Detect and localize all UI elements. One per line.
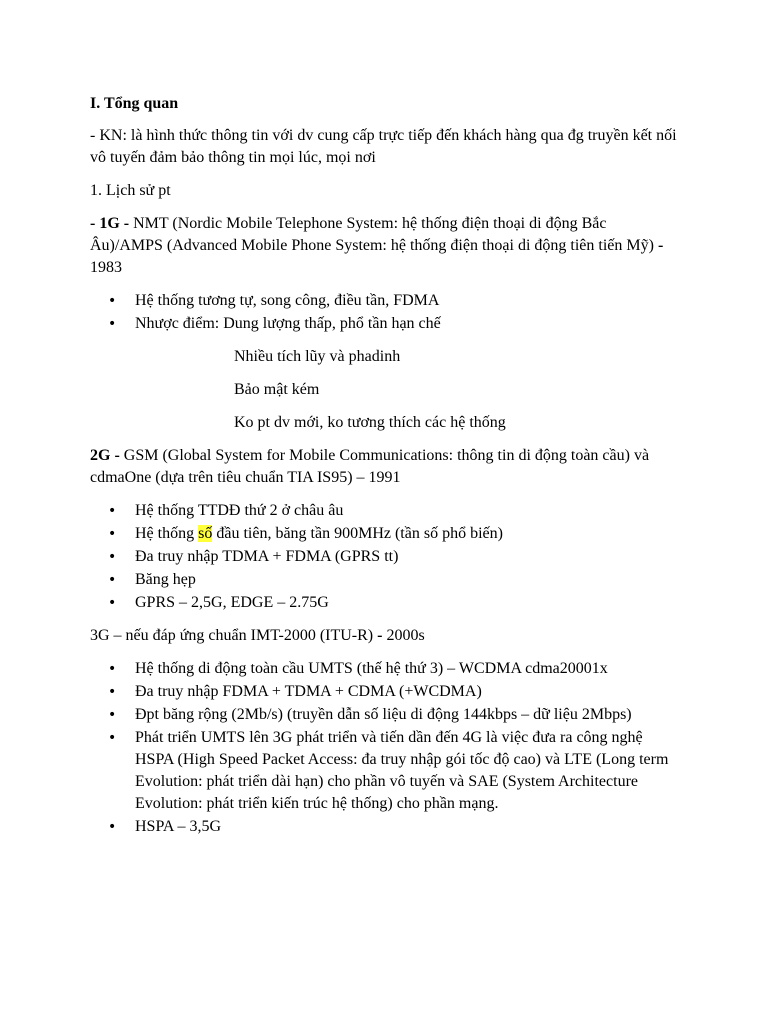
list-item: • Hệ thống tương tự, song công, điều tần, FDMA	[90, 290, 680, 312]
2g-paragraph	[90, 445, 680, 489]
list-item-text: Hệ thống	[135, 525, 199, 542]
1g-paragraph	[90, 213, 680, 279]
history-title: 1. Lịch sử pt	[90, 182, 171, 199]
3g-lead: 3G – nếu đáp ứng chuẩn IMT-2000 (ITU-R)	[90, 627, 374, 644]
2g-lead: 2G -	[90, 447, 120, 464]
3g-bullet-list	[90, 658, 680, 838]
definition-text: KN: là hình thức thông tin với dv cung cấp trực tiếp đến khách hàng qua đg truyền kết nối vô tuyến đảm bảo thông tin mọi lúc, mọi nơi	[90, 127, 677, 166]
1g-text: NMT (Nordic Mobile Telephone System: hệ thống điện thoại di động Bắc Âu)/AMPS (Advanced Mobile Phone System: hệ thống điện thoại di động tiên tiến Mỹ)	[90, 215, 654, 254]
section-heading: I. Tổng quan	[90, 95, 179, 112]
list-item: • Nhược điểm: Dung lượng thấp, phổ tần hạn chế	[90, 313, 680, 335]
definition-paragraph	[90, 125, 680, 169]
document-body	[90, 93, 680, 849]
1g-year: 1983	[90, 259, 122, 276]
list-item: • Phát triển UMTS lên 3G phát triển và tiến dần đến 4G là việc đưa ra công nghệ HSPA (High Speed Packet Access: đa truy nhập gói tốc độ cao) và LTE (Long term Evolution: phát triển dài hạn) cho phần vô tuyến và SAE (System Architecture Evolution: phát triển kiến trúc hệ thống) cho phần mạng.	[90, 727, 680, 815]
highlighted-text: số	[198, 525, 213, 542]
list-item: • Đpt băng rộng (2Mb/s) (truyền dẫn số liệu di động 144kbps – dữ liệu 2Mbps)	[90, 704, 680, 726]
1g-drawback-line: Ko pt dv mới, ko tương thích các hệ thống	[234, 414, 506, 431]
definition-prefix: -	[90, 127, 100, 144]
3g-year: 2000s	[382, 627, 425, 644]
2g-text: GSM (Global System for Mobile Communications: thông tin di động toàn cầu) và cdmaOne (dựa trên tiêu chuẩn TIA IS95) – 1991	[90, 447, 650, 486]
1g-drawback-line: Nhiều tích lũy và phadinh	[234, 348, 401, 365]
list-item: • HSPA – 3,5G	[90, 816, 680, 838]
1g-bullet-list	[90, 290, 680, 335]
list-item: • Hệ thống di động toàn cầu UMTS (thế hệ thứ 3) – WCDMA cdma20001x	[90, 658, 680, 680]
list-item: • Băng hẹp	[90, 569, 680, 591]
list-item: • Đa truy nhập FDMA + TDMA + CDMA (+WCDMA)	[90, 681, 680, 703]
3g-paragraph	[90, 625, 680, 647]
2g-bullet-list	[90, 500, 680, 614]
list-item: • Đa truy nhập TDMA + FDMA (GPRS tt)	[90, 546, 680, 568]
list-item-text: đầu tiên, băng tần 900MHz (tần số phổ biến)	[212, 525, 503, 542]
list-item: • Hệ thống TTDĐ thứ 2 ở châu âu	[90, 500, 680, 522]
list-item: • GPRS – 2,5G, EDGE – 2.75G	[90, 592, 680, 614]
3g-separator: -	[373, 627, 383, 644]
1g-lead: - 1G -	[90, 215, 130, 232]
1g-separator: -	[653, 237, 664, 254]
1g-drawback-line: Bảo mật kém	[234, 381, 320, 398]
list-item	[90, 523, 680, 545]
